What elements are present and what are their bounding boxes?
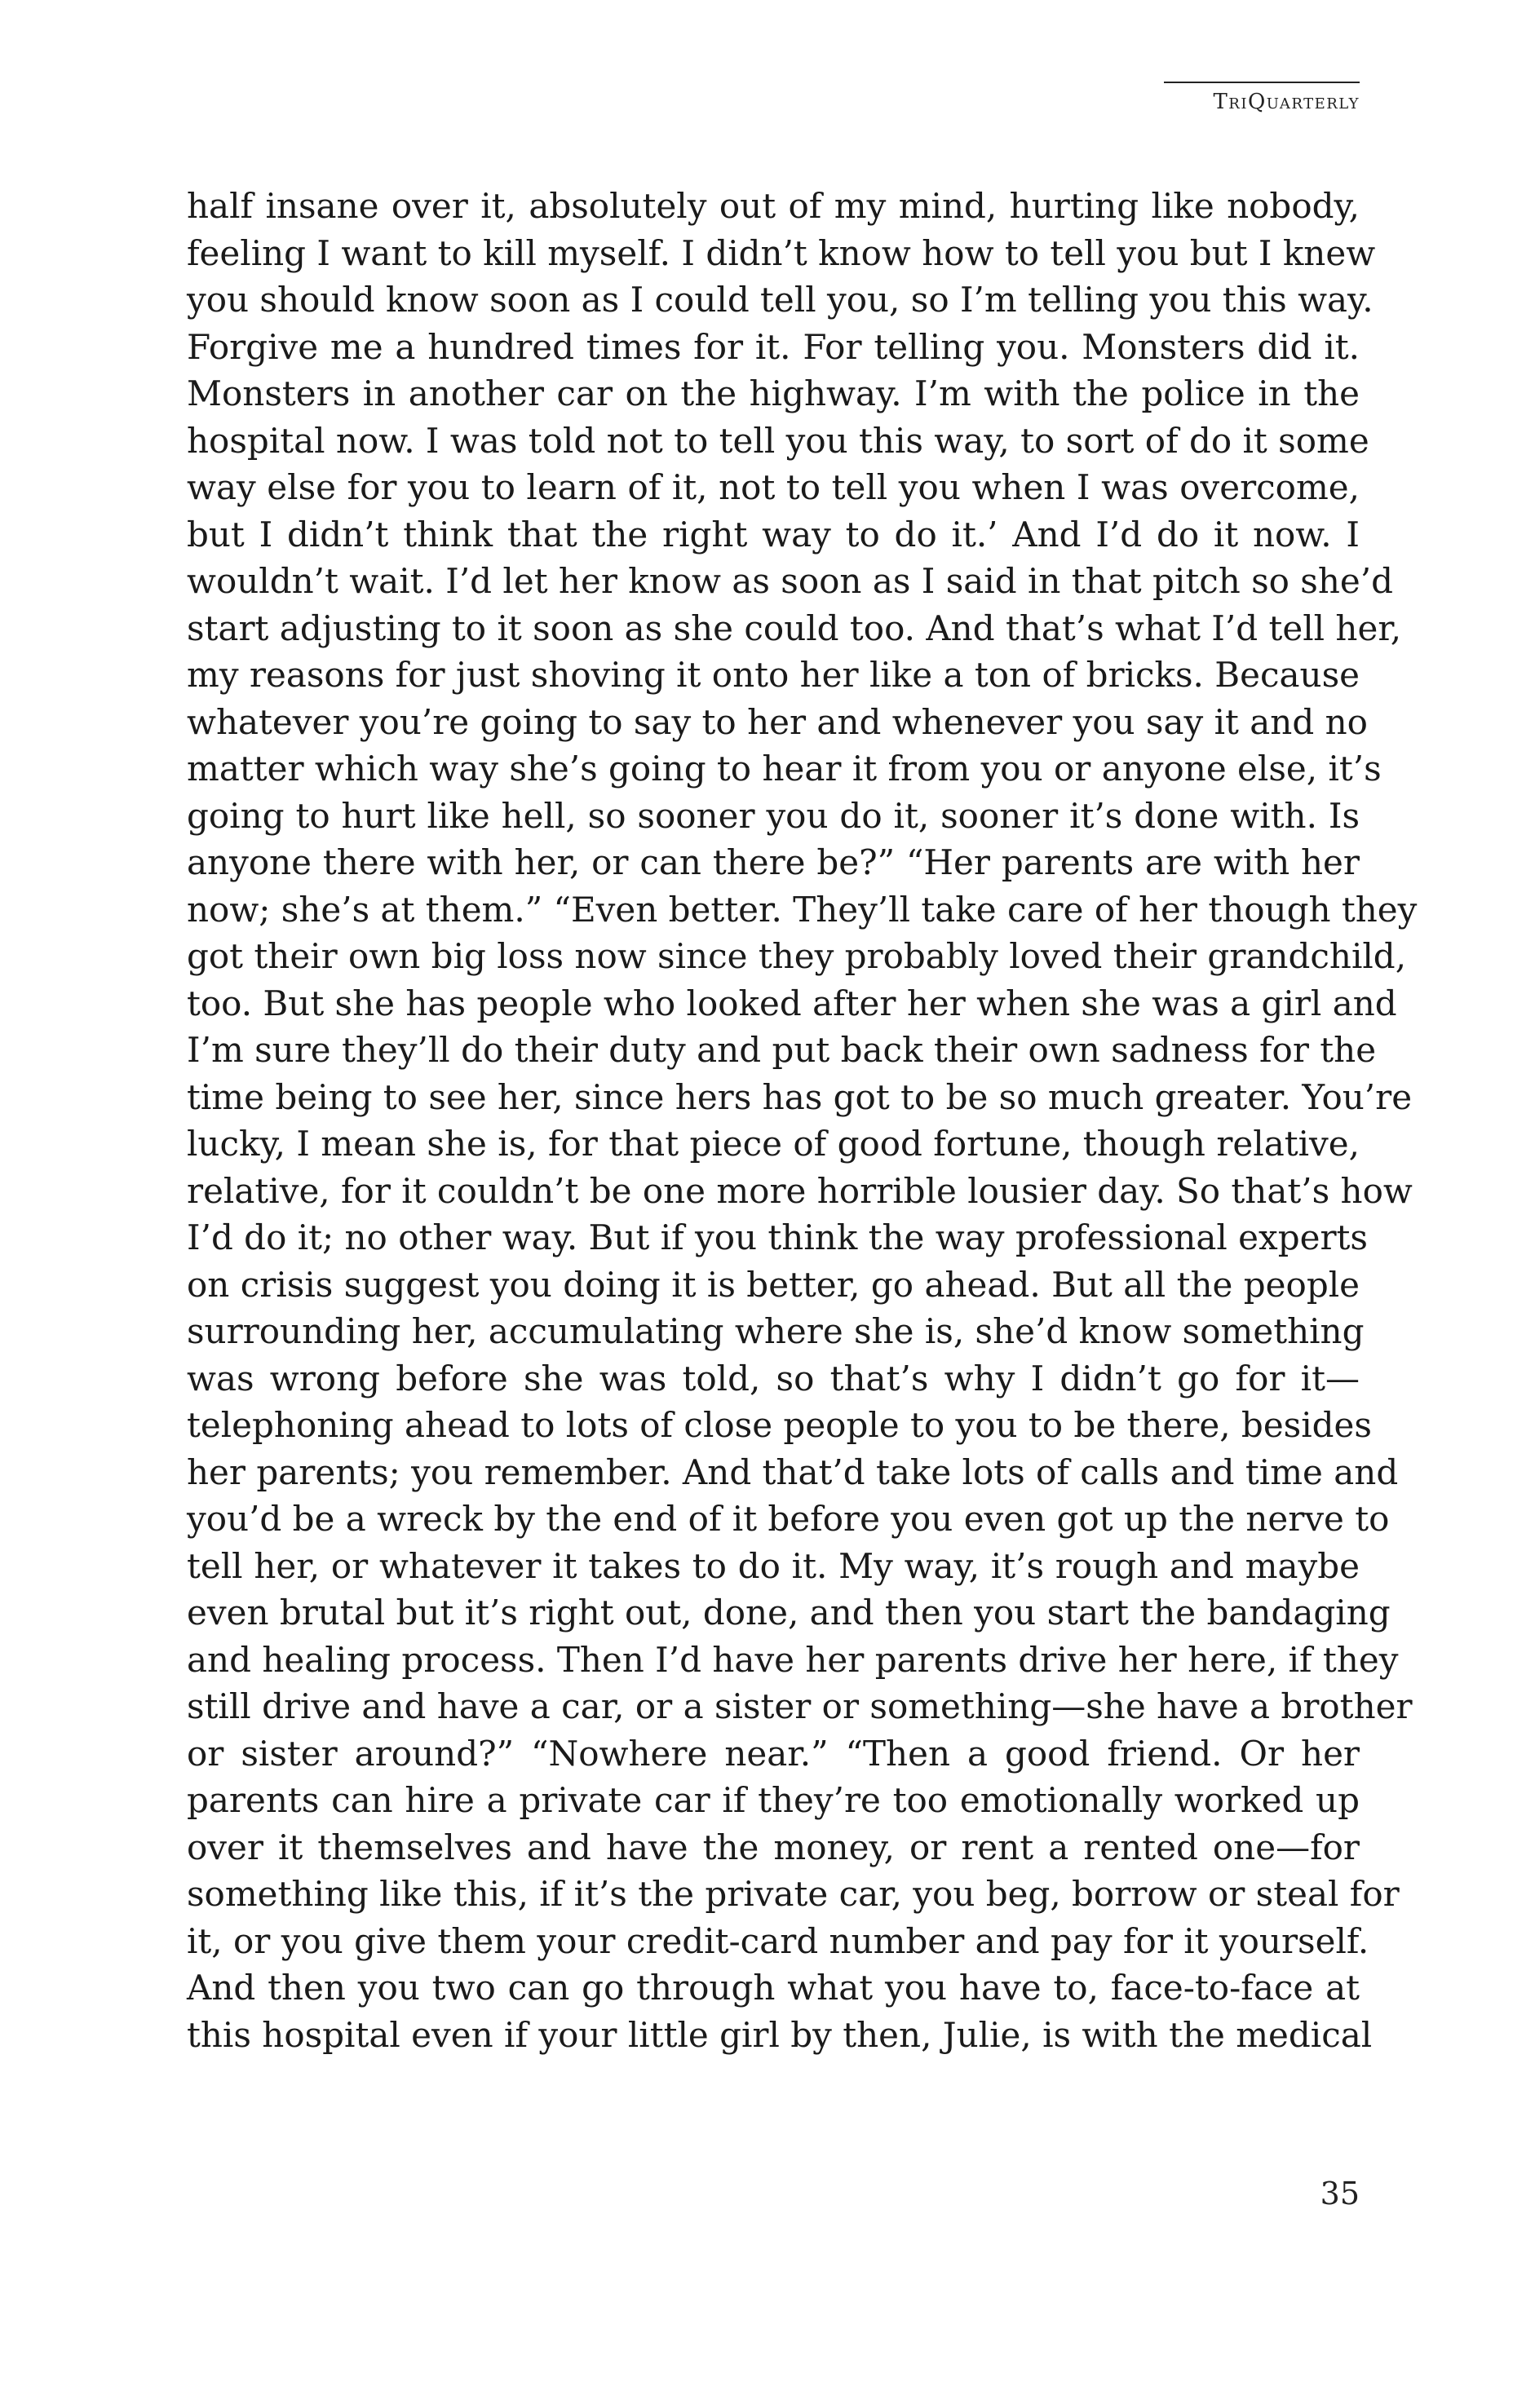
text-line: this hospital even if your little girl by then, Julie, is with the medical bbox=[187, 2014, 1373, 2055]
text-line: you’d be a wreck by the end of it before you even got up the nerve to bbox=[187, 1499, 1390, 1539]
text-line: my reasons for just shoving it onto her like a ton of bricks. Because bbox=[187, 655, 1360, 695]
text-line: start adjusting to it soon as she could too. And that’s what I’d tell her, bbox=[187, 608, 1402, 648]
text-line: too. But she has people who looked after her when she was a girl and bbox=[187, 983, 1397, 1023]
running-head: TriQuarterly bbox=[1213, 90, 1360, 114]
text-line: going to hurt like hell, so sooner you do it, sooner it’s done with. Is bbox=[187, 795, 1360, 836]
text-line: was wrong before she was told, so that’s why I didn’t go for it— bbox=[187, 1358, 1360, 1398]
text-line: and healing process. Then I’d have her parents drive her here, if they bbox=[187, 1639, 1399, 1680]
text-line: relative, for it couldn’t be one more horrible lousier day. So that’s how bbox=[187, 1170, 1413, 1211]
text-line: or sister around?” “Nowhere near.” “Then a good friend. Or her bbox=[187, 1733, 1360, 1774]
text-line: I’d do it; no other way. But if you think the way professional experts bbox=[187, 1217, 1368, 1257]
body-text bbox=[187, 183, 1418, 2058]
text-line: but I didn’t think that the right way to do it.’ And I’d do it now. I bbox=[187, 514, 1360, 555]
text-line: tell her, or whatever it takes to do it. My way, it’s rough and maybe bbox=[187, 1545, 1360, 1586]
text-line: Forgive me a hundred times for it. For telling you. Monsters did it. bbox=[187, 326, 1360, 367]
text-line: over it themselves and have the money, or rent a rented one—for bbox=[187, 1827, 1360, 1867]
text-line: something like this, if it’s the private car, you beg, borrow or steal for bbox=[187, 1874, 1400, 1914]
text-line: got their own big loss now since they probably loved their grandchild, bbox=[187, 936, 1407, 976]
header-rule bbox=[1164, 82, 1360, 83]
text-line: feeling I want to kill myself. I didn’t know how to tell you but I knew bbox=[187, 232, 1376, 273]
text-line: you should know soon as I could tell you, so I’m telling you this way. bbox=[187, 280, 1374, 320]
text-line: way else for you to learn of it, not to tell you when I was overcome, bbox=[187, 467, 1360, 507]
text-line: even brutal but it’s right out, done, and then you start the bandaging bbox=[187, 1593, 1391, 1633]
text-line: half insane over it, absolutely out of my mind, hurting like nobody, bbox=[187, 186, 1360, 226]
text-line: still drive and have a car, or a sister or something—she have a brother bbox=[187, 1686, 1413, 1726]
text-line: surrounding her, accumulating where she is, she’d know something bbox=[187, 1311, 1365, 1351]
text-line: her parents; you remember. And that’d take lots of calls and time and bbox=[187, 1451, 1399, 1492]
text-line: hospital now. I was told not to tell you this way, to sort of do it some bbox=[187, 420, 1369, 461]
text-line: lucky, I mean she is, for that piece of good fortune, though relative, bbox=[187, 1124, 1360, 1164]
text-line: anyone there with her, or can there be?” “Her parents are with her bbox=[187, 842, 1360, 882]
text-line: time being to see her, since hers has got to be so much greater. You’re bbox=[187, 1076, 1413, 1117]
text-line: I’m sure they’ll do their duty and put back their own sadness for the bbox=[187, 1030, 1377, 1070]
text-line: matter which way she’s going to hear it from you or anyone else, it’s bbox=[187, 749, 1382, 789]
text-line: telephoning ahead to lots of close people to you to be there, besides bbox=[187, 1405, 1372, 1445]
text-line: parents can hire a private car if they’re too emotionally worked up bbox=[187, 1780, 1360, 1820]
text-line: now; she’s at them.” “Even better. They’ll take care of her though they bbox=[187, 889, 1418, 930]
text-line: And then you two can go through what you have to, face-to-face at bbox=[187, 1968, 1360, 2008]
text-line: Monsters in another car on the highway. I’m with the police in the bbox=[187, 373, 1360, 413]
text-line: whatever you’re going to say to her and whenever you say it and no bbox=[187, 701, 1368, 742]
page-number: 35 bbox=[1320, 2176, 1360, 2211]
text-line: wouldn’t wait. I’d let her know as soon as I said in that pitch so she’d bbox=[187, 561, 1394, 601]
text-line: on crisis suggest you doing it is better, go ahead. But all the people bbox=[187, 1264, 1360, 1305]
text-line: it, or you give them your credit-card number and pay for it yourself. bbox=[187, 1920, 1369, 1961]
